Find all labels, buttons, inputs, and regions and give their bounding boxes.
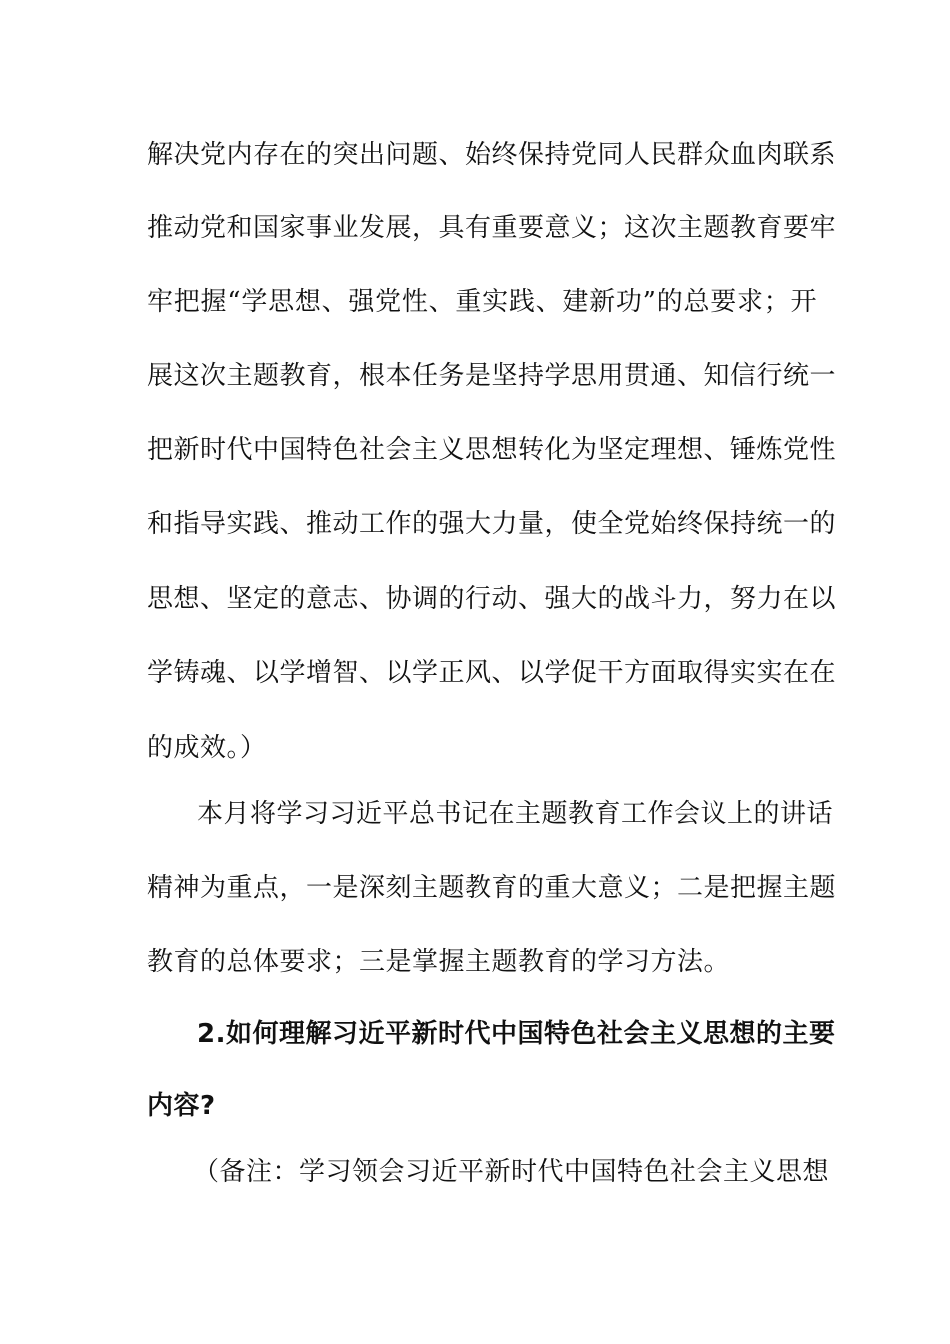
paragraph-line: 推动党和国家事业发展，具有重要意义；这次主题教育要牢 xyxy=(147,213,837,243)
paragraph-line: 解决党内存在的突出问题、始终保持党同人民群众血肉联系 xyxy=(147,140,837,170)
paragraph-line: 精神为重点，一是深刻主题教育的重大意义；二是把握主题 xyxy=(147,873,837,903)
note-line: （备注：学习领会习近平新时代中国特色社会主义思想 xyxy=(193,1157,830,1187)
section-heading: 2.如何理解习近平新时代中国特色社会主义思想的主要 xyxy=(197,1019,836,1049)
paragraph-line: 学铸魂、以学增智、以学正风、以学促干方面取得实实在在 xyxy=(147,658,837,688)
paragraph-line: 教育的总体要求；三是掌握主题教育的学习方法。 xyxy=(147,947,731,977)
paragraph-line: 思想、坚定的意志、协调的行动、强大的战斗力，努力在以 xyxy=(147,584,837,614)
paragraph-line: 的成效。） xyxy=(147,733,267,763)
section-heading-continuation: 内容? xyxy=(147,1091,216,1121)
paragraph-line: 展这次主题教育，根本任务是坚持学思用贯通、知信行统一 xyxy=(147,361,837,391)
paragraph-line: 把新时代中国特色社会主义思想转化为坚定理想、锤炼党性 xyxy=(147,435,837,465)
paragraph-line: 牢把握“学思想、强党性、重实践、建新功”的总要求；开 xyxy=(147,287,817,317)
paragraph-line: 本月将学习习近平总书记在主题教育工作会议上的讲话 xyxy=(197,799,834,829)
paragraph-line: 和指导实践、推动工作的强大力量，使全党始终保持统一的 xyxy=(147,509,837,539)
